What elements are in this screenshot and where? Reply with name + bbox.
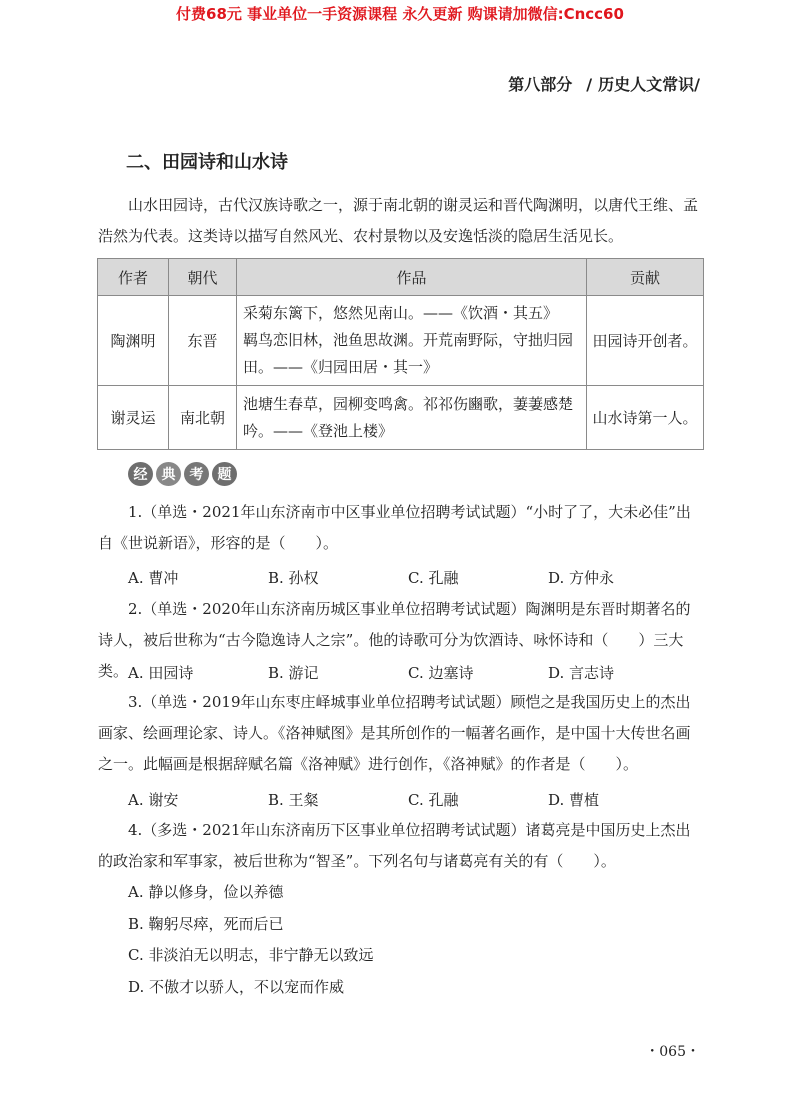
option-a: A. 曹冲	[128, 569, 179, 587]
question-text: 1.（单选・2021年山东济南市中区事业单位招聘考试试题）“小时了了，大未必佳”出自《世说新语》，形容的是（ ）。	[98, 503, 691, 552]
cell-contribution: 田园诗开创者。	[587, 296, 704, 386]
option-d: D. 曹植	[548, 791, 600, 809]
table-row	[98, 386, 704, 450]
table-header-row	[98, 259, 704, 296]
cell-author: 谢灵运	[98, 386, 169, 450]
badge-char: 考	[184, 462, 209, 486]
option-c: C. 非淡泊无以明志，非宁静无以致远	[128, 946, 374, 964]
question-2-options	[128, 662, 688, 683]
option-a: A. 谢安	[128, 791, 179, 809]
col-works: 作品	[237, 259, 587, 296]
cell-works: 采菊东篱下，悠然见南山。——《饮酒・其五》 羁鸟恋旧林，池鱼思故渊。开荒南野际，守拙归园田。——《归园田居・其一》	[237, 296, 587, 386]
option-a: A. 田园诗	[128, 664, 194, 682]
col-dynasty: 朝代	[169, 259, 237, 296]
option-c: C. 边塞诗	[408, 664, 474, 682]
question-1-options	[128, 567, 688, 588]
intro-paragraph: 山水田园诗，古代汉族诗歌之一，源于南北朝的谢灵运和晋代陶渊明，以唐代王维、孟浩然为代表。这类诗以描写自然风光、农村景物以及安逸恬淡的隐居生活见长。	[98, 196, 699, 245]
cell-author: 陶渊明	[98, 296, 169, 386]
badge-char: 题	[212, 462, 237, 486]
col-contribution: 贡献	[587, 259, 704, 296]
col-author: 作者	[98, 259, 169, 296]
page-number: ・065・	[645, 1044, 700, 1060]
poets-table	[97, 258, 704, 450]
header-title: 历史人文常识	[598, 75, 695, 94]
option-b: B. 王粲	[268, 791, 319, 809]
question-4	[98, 815, 704, 877]
option-d: D. 不傲才以骄人，不以宠而作威	[128, 978, 345, 996]
badge-char: 典	[156, 462, 181, 486]
option-b: B. 鞠躬尽瘁，死而后已	[128, 915, 284, 933]
badge-char: 经	[128, 462, 153, 486]
table-row	[98, 296, 704, 386]
question-text: 2.（单选・2020年山东济南历城区事业单位招聘考试试题）陶渊明是东晋时期著名的诗人，被后世称为“古今隐逸诗人之宗”。他的诗歌可分为饮酒诗、咏怀诗和（ ）三大类。	[98, 600, 691, 680]
option-d: D. 方仲永	[548, 569, 615, 587]
question-text: 4.（多选・2021年山东济南历下区事业单位招聘考试试题）诸葛亮是中国历史上杰出的政治家和军事家，被后世称为“智圣”。下列名句与诸葛亮有关的有（ ）。	[98, 821, 691, 870]
cell-works: 池塘生春草，园柳变鸣禽。祁祁伤豳歌，萋萋感楚吟。——《登池上楼》	[237, 386, 587, 450]
cell-dynasty: 东晋	[169, 296, 237, 386]
option-a: A. 静以修身，俭以养德	[128, 883, 284, 901]
option-b: B. 孙权	[268, 569, 319, 587]
option-d: D. 言志诗	[548, 664, 615, 682]
question-text: 3.（单选・2019年山东枣庄峄城事业单位招聘考试试题）顾恺之是我国历史上的杰出画家、绘画理论家、诗人。《洛神赋图》是其所创作的一幅著名画作，是中国十大传世名画之一。此幅画是根据辞赋名篇《洛神赋》进行创作，《洛神赋》的作者是（ ）。	[98, 693, 691, 773]
question-1	[98, 497, 704, 559]
option-c: C. 孔融	[408, 791, 459, 809]
option-b: B. 游记	[268, 664, 319, 682]
cell-contribution: 山水诗第一人。	[587, 386, 704, 450]
section-title: 二、田园诗和山水诗	[126, 152, 288, 173]
header-part: 第八部分	[508, 75, 573, 94]
question-3	[98, 687, 704, 780]
classic-questions-badge	[128, 462, 237, 486]
cell-dynasty: 南北朝	[169, 386, 237, 450]
question-3-options	[128, 789, 688, 810]
running-header: 第八部分 / 历史人文常识/	[508, 75, 700, 94]
option-c: C. 孔融	[408, 569, 459, 587]
watermark-banner: 付费68元 事业单位一手资源课程 永久更新 购课请加微信:Cncc60	[176, 5, 624, 23]
